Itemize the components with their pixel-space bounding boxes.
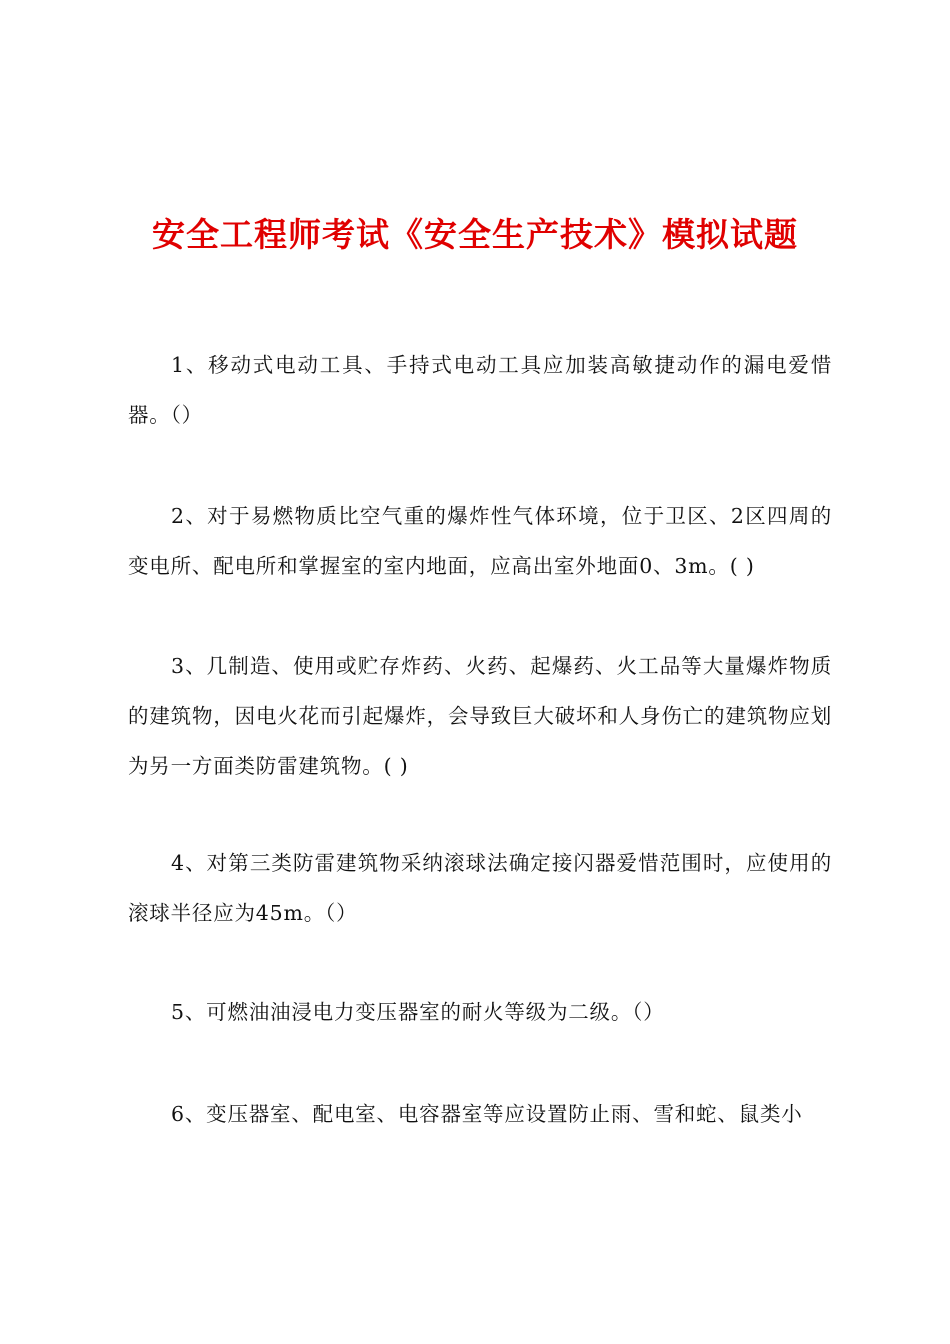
question-6: 6、变压器室、配电室、电容器室等应设置防止雨、雪和蛇、鼠类小 xyxy=(171,1102,803,1126)
question-1: 1、移动式电动工具、手持式电动工具应加装高敏捷动作的漏电爱惜器。（） xyxy=(128,353,832,427)
document-title: 安全工程师考试《安全生产技术》模拟试题 xyxy=(152,215,798,254)
question-4: 4、对第三类防雷建筑物采纳滚球法确定接闪器爱惜范围时，应使用的滚球半径应为45m。（） xyxy=(128,851,832,925)
question-2: 2、对于易燃物质比空气重的爆炸性气体环境，位于卫区、2区四周的变电所、配电所和掌握室的室内地面，应高出室外地面0、3m。( ) xyxy=(128,504,832,578)
question-3: 3、几制造、使用或贮存炸药、火药、起爆药、火工品等大量爆炸物质的建筑物，因电火花而引起爆炸，会导致巨大破坏和人身伤亡的建筑物应划为另一方面类防雷建筑物。( ) xyxy=(128,654,832,778)
question-5: 5、可燃油油浸电力变压器室的耐火等级为二级。（） xyxy=(171,1000,665,1024)
